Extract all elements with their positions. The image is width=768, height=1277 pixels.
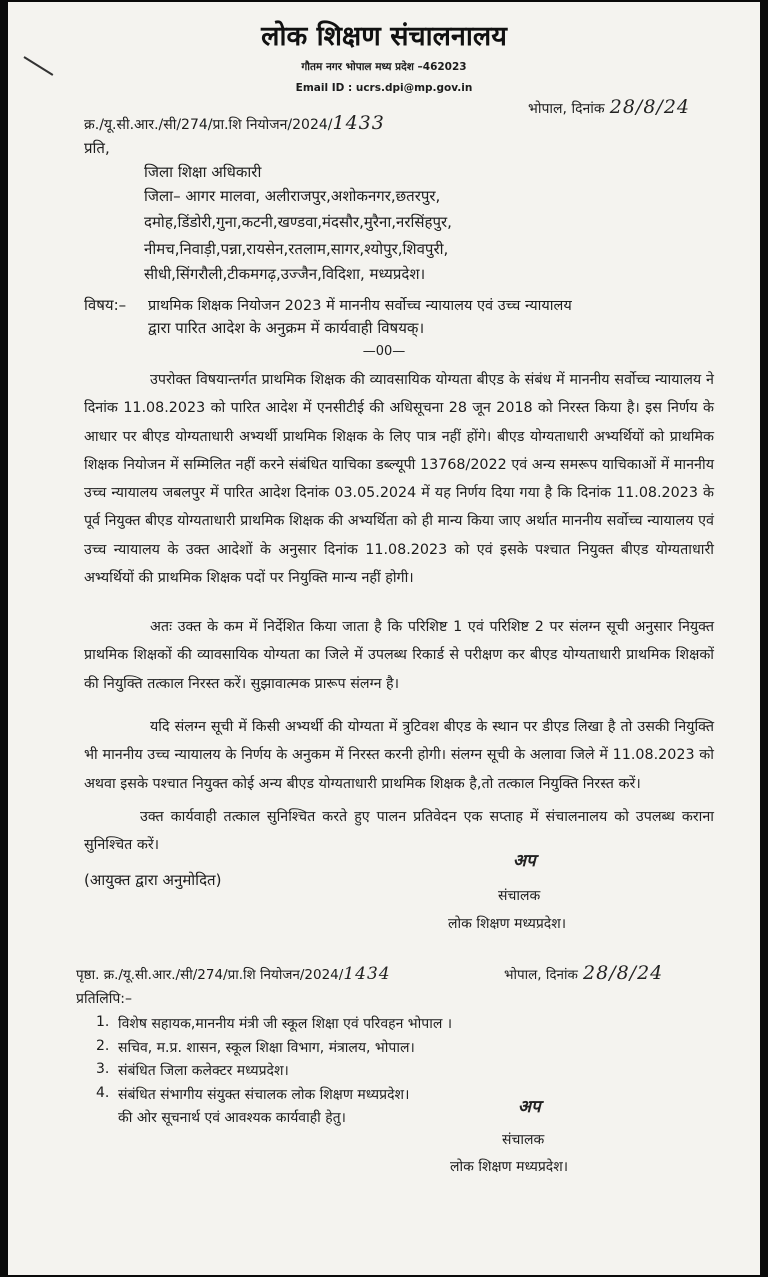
separator: —00— (362, 344, 406, 359)
body-paragraph-2 (84, 613, 714, 698)
district-line: नीमच,निवाड़ी,पन्ना,रायसेन,रतलाम,सागर,श्योपुर,शिवपुरी, (144, 240, 449, 258)
reference-handwritten-date: 28/8/24 (609, 96, 690, 118)
signatory-designation: संचालक (498, 888, 541, 904)
recipient-designation: जिला शिक्षा अधिकारी (144, 163, 262, 181)
endorsement-number (76, 964, 391, 984)
body-paragraph-3 (84, 713, 714, 798)
endorsement-handwritten-number: 1434 (343, 964, 391, 984)
signature-initials: अप (518, 1097, 541, 1117)
body-paragraph-4 (84, 803, 714, 860)
endorsement-prefix: पृष्ठा. क्र./यू.सी.आर./सी/274/प्रा.शि नियोजन/2024/ (76, 967, 344, 983)
endorsement-date-label: भोपाल, दिनांक (504, 967, 578, 983)
closing-line: की ओर सूचनार्थ एवं आवश्यक कार्यवाही हेतु। (118, 1110, 346, 1126)
subject-line: प्राथमिक शिक्षक नियोजन 2023 में माननीय सर्वोच्च न्यायालय एवं उच्च न्यायालय (148, 298, 572, 314)
endorsement-handwritten-date: 28/8/24 (583, 962, 664, 984)
copy-item-number: 2. (96, 1038, 110, 1054)
reference-date-label: भोपाल, दिनांक (528, 101, 605, 117)
copy-item-text: संबंधित जिला कलेक्टर मध्यप्रदेश। (118, 1063, 289, 1079)
signatory-designation: संचालक (502, 1132, 545, 1148)
district-line: सीधी,सिंगरौली,टीकमगढ़,उज्जैन,विदिशा, मध्यप्रदेश। (144, 265, 426, 283)
subject-label: विषय:– (84, 296, 127, 314)
endorsement-date (504, 962, 663, 984)
paragraph-text: अतः उक्त के कम में निर्देशित किया जाता है कि परिशिष्ट 1 एवं परिशिष्ट 2 पर संलग्न सूची अनुसार नियुक्त प्राथमिक शिक्षकों की व्यावसायिक योग्यता का जिले में उपलब्ध रिकार्ड से परीक्षण कर बीएड योग्यताधारी प्राथमिक शिक्षकों की नियुक्ति तत्काल निरस्त करें। सुझावात्मक प्रारूप संलग्न है। (84, 619, 714, 692)
signatory-office: लोक शिक्षण मध्यप्रदेश। (448, 916, 567, 932)
signatory-office: लोक शिक्षण मध्यप्रदेश। (450, 1159, 569, 1175)
district-line: जिला– आगर मालवा, अलीराजपुर,अशोकनगर,छतरपुर, (144, 187, 441, 205)
reference-date (528, 96, 690, 118)
copy-item-number: 1. (96, 1014, 110, 1030)
reference-handwritten-number: 1433 (332, 112, 385, 134)
copy-item-text: संबंधित संभागीय संयुक्त संचालक लोक शिक्षण मध्यप्रदेश। (118, 1087, 410, 1103)
paragraph-text: यदि संलग्न सूची में किसी अभ्यर्थी की योग्यता में त्रुटिवश बीएड के स्थान पर डीएड लिखा है तो उसकी नियुक्ति भी माननीय उच्च न्यायालय के निर्णय के अनुकम में निरस्त करनी होगी। संलग्न सूची के अलावा जिले में 11.08.2023 को अथवा इसके पश्चात नियुक्त कोई अन्य बीएड योग्यताधारी प्राथमिक शिक्षक है,तो तत्काल नियुक्ति निरस्त करें। (84, 719, 714, 792)
copy-item-number: 4. (96, 1085, 110, 1101)
paragraph-text: उपरोक्त विषयान्तर्गत प्राथमिक शिक्षक की व्यावसायिक योग्यता बीएड के संबंध में माननीय सर्वोच्च न्यायालय ने दिनांक 11.08.2023 को पारित आदेश में एनसीटीई की अधिसूचना 28 जून 2018 को निरस्त किया है। इस निर्णय के आधार पर बीएड योग्यताधारी अभ्यर्थी प्राथमिक शिक्षक के लिए पात्र नहीं होंगे। बीएड योग्यताधारी अभ्यर्थियों को प्राथमिक शिक्षक नियोजन में सम्मिलित नहीं करने संबंधित याचिका डब्ल्यूपी 13768/2022 एवं अन्य समरूप याचिकाओं में माननीय उच्च न्यायालय जबलपुर में पारित आदेश दिनांक 03.05.2024 में यह निर्णय दिया गया है कि दिनांक 11.08.2023 के पूर्व नियुक्त बीएड योग्यताधारी प्राथमिक शिक्षक की अभ्यर्थिता को ही मान्य किया जाए अर्थात माननीय सर्वोच्च न्यायालय एवं उच्च न्यायालय के उक्त आदेशों के अनुसार दिनांक 11.08.2023 को एवं इसके पश्चात नियुक्त बीएड योग्यताधारी अभ्यर्थियों की प्राथमिक शिक्षक पदों पर नियुक्ति मान्य नहीं होगी। (84, 372, 714, 587)
subject-line: द्वारा पारित आदेश के अनुक्रम में कार्यवाही विषयक्। (148, 319, 425, 337)
body-paragraph-1 (84, 366, 714, 592)
reference-number (84, 112, 385, 134)
copy-label: प्रतिलिपि:– (76, 991, 132, 1007)
office-title: लोक शिक्षण संचालनालय (261, 21, 507, 52)
signature-initials: अप (513, 851, 536, 871)
office-email: Email ID : ucrs.dpi@mp.gov.in (295, 82, 473, 94)
district-line: दमोह,डिंडोरी,गुना,कटनी,खण्डवा,मंदसौर,मुरैना,नरसिंहपुर, (144, 213, 452, 231)
document-page (8, 2, 760, 1275)
copy-item-text: सचिव, म.प्र. शासन, स्कूल शिक्षा विभाग, मंत्रालय, भोपाल। (118, 1040, 415, 1056)
paragraph-text: उक्त कार्यवाही तत्काल सुनिश्चित करते हुए पालन प्रतिवेदन एक सप्ताह में संचालनालय को उपलब्ध कराना सुनिश्चित करें। (84, 809, 714, 854)
copy-item-text: विशेष सहायक,माननीय मंत्री जी स्कूल शिक्षा एवं परिवहन भोपाल । (118, 1016, 453, 1032)
approval-note: (आयुक्त द्वारा अनुमोदित) (84, 871, 222, 889)
copy-item-number: 3. (96, 1061, 110, 1077)
prati-label: प्रति, (84, 139, 110, 157)
reference-prefix: क्र./यू.सी.आर./सी/274/प्रा.शि नियोजन/2024/ (84, 117, 333, 133)
office-address: गौतम नगर भोपाल मध्य प्रदेश –462023 (301, 61, 467, 73)
